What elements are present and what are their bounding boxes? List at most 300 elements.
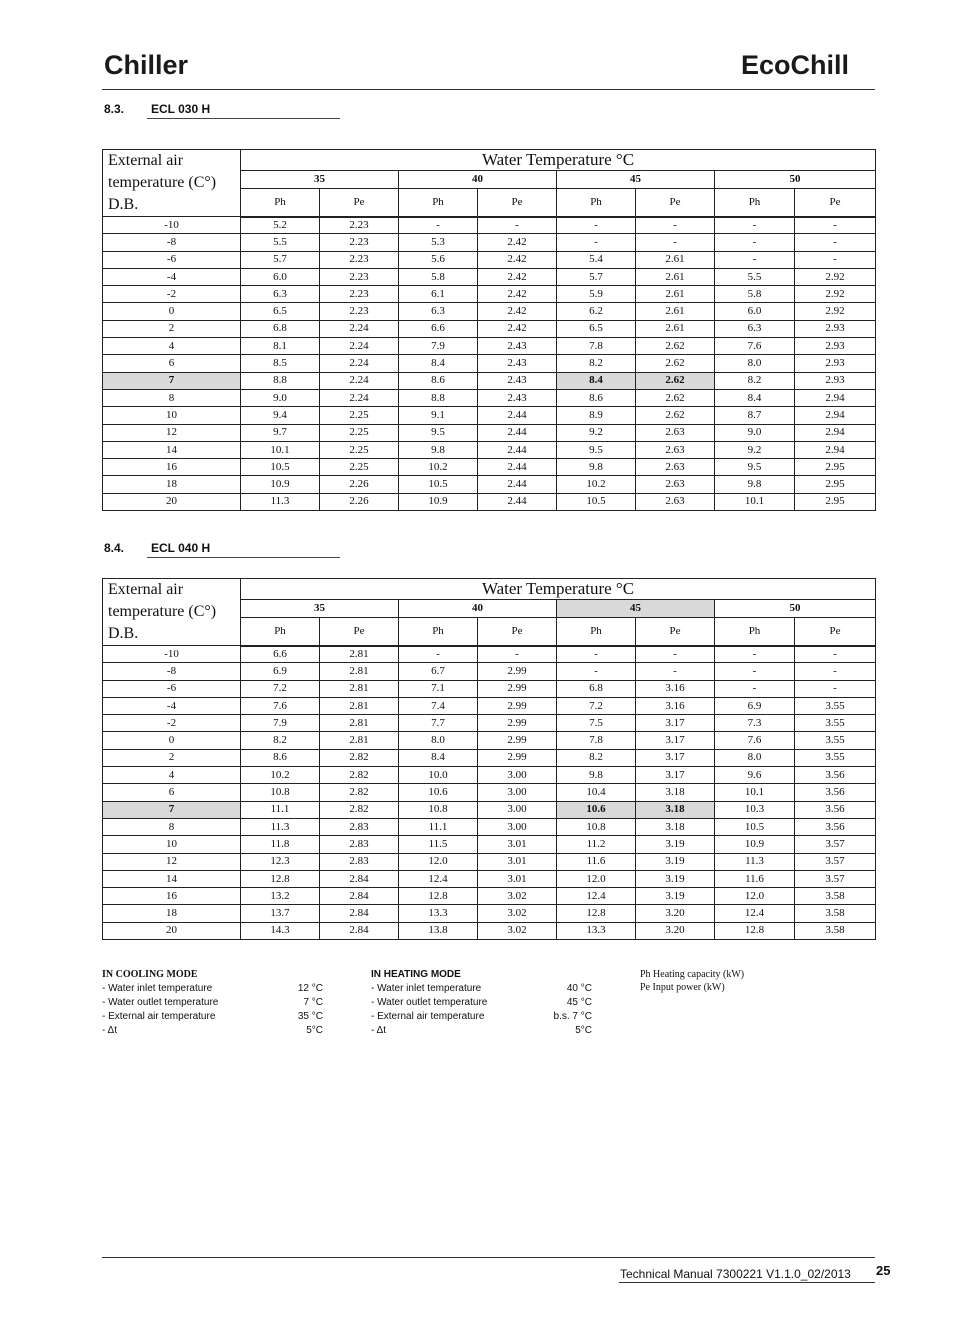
table-cell: 2.44	[478, 441, 557, 458]
input-power-header: Pe	[478, 188, 557, 216]
row-external-temp: 14	[103, 870, 241, 887]
table-cell: 3.58	[795, 888, 876, 905]
table-row	[103, 680, 876, 697]
table-cell: 3.17	[636, 767, 715, 784]
table-cell: 3.00	[478, 784, 557, 801]
performance-table-ecl040h	[102, 578, 876, 940]
table-cell: 6.3	[399, 303, 478, 320]
row-external-temp: 10	[103, 407, 241, 424]
table-cell: 2.25	[320, 459, 399, 476]
table-cell: 3.01	[478, 836, 557, 853]
external-air-header-line: D.B.	[108, 625, 139, 642]
table-cell: 10.3	[715, 801, 795, 818]
table-cell: 13.3	[557, 922, 636, 939]
table-cell: 2.95	[795, 493, 876, 510]
note-label: - Water outlet temperature	[102, 997, 219, 1008]
table-cell: 6.9	[715, 697, 795, 714]
table-cell: 8.4	[715, 389, 795, 406]
table-cell: 2.24	[320, 320, 399, 337]
table-cell: 3.18	[636, 801, 715, 818]
table-cell: 11.3	[241, 818, 320, 835]
table-cell: -	[636, 234, 715, 251]
table-cell: 8.7	[715, 407, 795, 424]
row-external-temp: 6	[103, 784, 241, 801]
water-temperature-header: Water Temperature °C	[241, 579, 876, 600]
note-row	[102, 996, 323, 1010]
table-cell: 2.24	[320, 355, 399, 372]
table-cell: -	[557, 646, 636, 663]
row-external-temp: 4	[103, 767, 241, 784]
table-cell: 11.6	[715, 870, 795, 887]
table-cell: 10.9	[399, 493, 478, 510]
table-cell: 2.93	[795, 338, 876, 355]
table-cell: 2.81	[320, 715, 399, 732]
table-cell: 12.8	[399, 888, 478, 905]
table-cell: 3.19	[636, 888, 715, 905]
table-cell: 5.4	[557, 251, 636, 268]
external-air-header-line: temperature (C°)	[108, 603, 217, 620]
table-cell: 7.2	[241, 680, 320, 697]
table-cell: 5.7	[557, 268, 636, 285]
water-temp-35: 35	[241, 170, 399, 188]
table-cell: 8.6	[399, 372, 478, 389]
table-cell: 11.6	[557, 853, 636, 870]
table-cell: 2.42	[478, 303, 557, 320]
table-cell: 2.23	[320, 303, 399, 320]
table-cell: 3.58	[795, 922, 876, 939]
row-external-temp: 12	[103, 424, 241, 441]
table-cell: 3.56	[795, 767, 876, 784]
table-cell: 6.0	[715, 303, 795, 320]
heating-capacity-header: Ph	[715, 617, 795, 645]
external-air-header-line: temperature (C°)	[108, 174, 217, 191]
table-cell: -	[636, 663, 715, 680]
table-cell: 9.5	[715, 459, 795, 476]
table-cell: 2.44	[478, 493, 557, 510]
row-external-temp: 12	[103, 853, 241, 870]
table-cell: 12.4	[399, 870, 478, 887]
table-cell: 2.62	[636, 338, 715, 355]
table-cell: 2.42	[478, 251, 557, 268]
table-cell: 7.9	[241, 715, 320, 732]
table-cell: 2.63	[636, 424, 715, 441]
row-external-temp: 16	[103, 888, 241, 905]
table-cell: 8.4	[557, 372, 636, 389]
table-cell: -	[557, 234, 636, 251]
header-chiller: Chiller	[104, 50, 189, 80]
heating-capacity-header: Ph	[557, 188, 636, 216]
table-cell: -	[795, 680, 876, 697]
table-cell: 2.26	[320, 493, 399, 510]
table-cell: 9.8	[715, 476, 795, 493]
external-air-header-line: External air	[108, 152, 184, 169]
table-cell: 3.56	[795, 784, 876, 801]
table-cell: 8.0	[715, 749, 795, 766]
heating-capacity-header: Ph	[399, 188, 478, 216]
table-cell: 3.02	[478, 922, 557, 939]
table-cell: 11.3	[715, 853, 795, 870]
table-row	[103, 286, 876, 303]
water-temp-40: 40	[399, 599, 557, 617]
input-power-header: Pe	[795, 617, 876, 645]
table-cell: 2.99	[478, 663, 557, 680]
table-cell: 3.02	[478, 888, 557, 905]
table-cell: 3.55	[795, 697, 876, 714]
table-cell: 11.1	[241, 801, 320, 818]
table-cell: 2.42	[478, 286, 557, 303]
input-power-header: Pe	[478, 617, 557, 645]
table-row	[103, 424, 876, 441]
table-cell: 2.81	[320, 732, 399, 749]
table-cell: 2.99	[478, 697, 557, 714]
water-temp-40: 40	[399, 170, 557, 188]
table-cell: 12.0	[715, 888, 795, 905]
external-air-header-line: D.B.	[108, 196, 139, 213]
table-cell: 6.3	[241, 286, 320, 303]
table-cell: 8.5	[241, 355, 320, 372]
table-cell: 2.43	[478, 372, 557, 389]
table-cell: 2.25	[320, 424, 399, 441]
table-cell: 2.94	[795, 441, 876, 458]
table-row	[103, 715, 876, 732]
table-cell: 2.44	[478, 459, 557, 476]
note-label: - Water inlet temperature	[102, 983, 213, 994]
table-cell: 6.8	[557, 680, 636, 697]
table-cell: 3.00	[478, 801, 557, 818]
row-external-temp: -2	[103, 286, 241, 303]
table-cell: 3.19	[636, 853, 715, 870]
table-cell: 10.5	[241, 459, 320, 476]
table-cell: 2.81	[320, 663, 399, 680]
table-cell: 9.0	[715, 424, 795, 441]
table-cell: 2.92	[795, 286, 876, 303]
table-cell: 2.44	[478, 476, 557, 493]
table-cell: 2.23	[320, 286, 399, 303]
legend	[640, 968, 744, 994]
table-cell: 10.9	[715, 836, 795, 853]
footer-manual-ref: Technical Manual 7300221 V1.1.0_02/2013	[620, 1267, 851, 1281]
legend-pe: Pe Input power (kW)	[640, 982, 725, 993]
table-cell: 9.6	[715, 767, 795, 784]
table-cell: 2.94	[795, 424, 876, 441]
table-cell: 2.95	[795, 476, 876, 493]
table-cell: 7.9	[399, 338, 478, 355]
table-cell: 13.3	[399, 905, 478, 922]
row-external-temp: 18	[103, 476, 241, 493]
table-cell: 11.8	[241, 836, 320, 853]
table-cell: 6.7	[399, 663, 478, 680]
water-temperature-header: Water Temperature °C	[241, 150, 876, 171]
table-cell: 2.82	[320, 749, 399, 766]
table-cell: 3.55	[795, 749, 876, 766]
table-cell: 6.2	[557, 303, 636, 320]
table-cell: 10.5	[557, 493, 636, 510]
table-cell: 2.81	[320, 697, 399, 714]
table-cell: 2.83	[320, 818, 399, 835]
table-cell: 2.43	[478, 338, 557, 355]
table-cell: 8.2	[557, 355, 636, 372]
table-cell: 12.8	[557, 905, 636, 922]
table-cell: 2.62	[636, 355, 715, 372]
row-external-temp: 7	[103, 372, 241, 389]
table-cell: 2.94	[795, 389, 876, 406]
note-value: 5°C	[575, 1025, 592, 1036]
table-cell: 5.9	[557, 286, 636, 303]
heating-capacity-header: Ph	[241, 617, 320, 645]
table-cell: 2.25	[320, 441, 399, 458]
table-cell: -	[478, 217, 557, 234]
table-cell: -	[795, 646, 876, 663]
table-cell: 7.8	[557, 338, 636, 355]
table-cell: 2.93	[795, 320, 876, 337]
table-row	[103, 303, 876, 320]
note-row	[371, 1010, 592, 1024]
table-cell: 2.25	[320, 407, 399, 424]
table-cell: 3.56	[795, 818, 876, 835]
table-row	[103, 767, 876, 784]
table-row	[103, 922, 876, 939]
table-cell: 9.8	[399, 441, 478, 458]
table-cell: 9.0	[241, 389, 320, 406]
note-value: 7 °C	[303, 997, 323, 1008]
row-external-temp: -8	[103, 663, 241, 680]
footer-underline	[619, 1282, 875, 1283]
note-row	[102, 1024, 323, 1038]
table-cell: 2.61	[636, 320, 715, 337]
table-cell: 11.3	[241, 493, 320, 510]
table-row	[103, 407, 876, 424]
table-cell: 8.9	[557, 407, 636, 424]
table-row	[103, 663, 876, 680]
table-cell: 2.93	[795, 355, 876, 372]
table-cell: 10.9	[241, 476, 320, 493]
table-cell: 2.42	[478, 268, 557, 285]
table-cell: 12.0	[557, 870, 636, 887]
table-cell: 2.61	[636, 251, 715, 268]
table-cell: 2.82	[320, 801, 399, 818]
table-cell: -	[795, 217, 876, 234]
table-cell: 3.57	[795, 836, 876, 853]
table-row	[103, 234, 876, 251]
table-cell: 2.44	[478, 424, 557, 441]
water-temp-45: 45	[557, 599, 715, 617]
table-cell: 10.1	[715, 493, 795, 510]
heating-capacity-header: Ph	[399, 617, 478, 645]
header-ecochill: EcoChill	[740, 50, 849, 80]
table-row	[103, 476, 876, 493]
heating-capacity-header: Ph	[241, 188, 320, 216]
note-label: - Water inlet temperature	[371, 983, 482, 994]
table-cell: -	[715, 680, 795, 697]
performance-table-ecl030h	[102, 149, 876, 511]
table-cell: 2.61	[636, 303, 715, 320]
table-cell: 5.7	[241, 251, 320, 268]
table-cell: 2.63	[636, 476, 715, 493]
table-cell: 3.00	[478, 767, 557, 784]
table-cell: 6.1	[399, 286, 478, 303]
table-cell: -	[715, 251, 795, 268]
table-cell: 10.5	[399, 476, 478, 493]
note-label: - Water outlet temperature	[371, 997, 488, 1008]
table-cell: 7.8	[557, 732, 636, 749]
table-cell: 2.62	[636, 407, 715, 424]
table-cell: 3.56	[795, 801, 876, 818]
table-row	[103, 818, 876, 835]
table-cell: 5.5	[715, 268, 795, 285]
table-cell: 7.6	[241, 697, 320, 714]
table-cell: 3.16	[636, 697, 715, 714]
note-label: - Δt	[371, 1025, 387, 1036]
table-row	[103, 784, 876, 801]
cooling-mode-notes	[102, 968, 323, 1038]
table-row	[103, 697, 876, 714]
page-number: 25	[876, 1263, 891, 1278]
table-cell: 12.4	[557, 888, 636, 905]
table-cell: 8.0	[715, 355, 795, 372]
table-row	[103, 732, 876, 749]
table-cell: 8.2	[241, 732, 320, 749]
table-cell: 5.3	[399, 234, 478, 251]
table-cell: -	[636, 217, 715, 234]
row-external-temp: -10	[103, 646, 241, 663]
table-row	[103, 338, 876, 355]
table-cell: 2.81	[320, 680, 399, 697]
table-cell: 9.7	[241, 424, 320, 441]
input-power-header: Pe	[795, 188, 876, 216]
table-row	[103, 870, 876, 887]
table-cell: 10.0	[399, 767, 478, 784]
table-row	[103, 459, 876, 476]
row-external-temp: 0	[103, 732, 241, 749]
table-cell: 10.8	[557, 818, 636, 835]
table-cell: 3.01	[478, 870, 557, 887]
note-value: 35 °C	[297, 1011, 323, 1022]
table-cell: 7.6	[715, 338, 795, 355]
table-cell: 10.5	[715, 818, 795, 835]
table-cell: 2.82	[320, 767, 399, 784]
note-row	[102, 1010, 323, 1024]
row-external-temp: -6	[103, 251, 241, 268]
note-value: 40 °C	[566, 983, 592, 994]
table-cell: 3.17	[636, 732, 715, 749]
heating-capacity-header: Ph	[557, 617, 636, 645]
table-cell: -	[399, 217, 478, 234]
table-cell: 8.6	[557, 389, 636, 406]
row-external-temp: 6	[103, 355, 241, 372]
section-number: 8.4.	[104, 541, 125, 555]
table-cell: 9.8	[557, 767, 636, 784]
row-external-temp: 20	[103, 493, 241, 510]
table-cell: 9.4	[241, 407, 320, 424]
table-row	[103, 251, 876, 268]
table-cell: 12.3	[241, 853, 320, 870]
table-cell: 3.55	[795, 715, 876, 732]
table-cell: 2.84	[320, 888, 399, 905]
table-cell: 6.6	[241, 646, 320, 663]
table-cell: 13.7	[241, 905, 320, 922]
external-air-header-line: External air	[108, 581, 184, 598]
note-label: - Δt	[102, 1025, 118, 1036]
table-row	[103, 905, 876, 922]
table-cell: -	[636, 646, 715, 663]
table-cell: 2.62	[636, 389, 715, 406]
table-cell: 2.44	[478, 407, 557, 424]
note-row	[371, 996, 592, 1010]
table-cell: 8.4	[399, 355, 478, 372]
table-cell: 6.6	[399, 320, 478, 337]
table-cell: 3.16	[636, 680, 715, 697]
table-cell: 10.2	[399, 459, 478, 476]
table-cell: 2.42	[478, 234, 557, 251]
table-cell: 7.1	[399, 680, 478, 697]
table-cell: 6.5	[241, 303, 320, 320]
row-external-temp: 20	[103, 922, 241, 939]
note-row	[102, 982, 323, 996]
table-row	[103, 749, 876, 766]
table-cell: 2.81	[320, 646, 399, 663]
external-air-temperature-header	[103, 150, 241, 217]
table-cell: 2.95	[795, 459, 876, 476]
section-title-underline	[147, 118, 340, 119]
table-row	[103, 372, 876, 389]
table-row	[103, 853, 876, 870]
table-cell: 10.1	[241, 441, 320, 458]
row-external-temp: -4	[103, 697, 241, 714]
row-external-temp: -4	[103, 268, 241, 285]
input-power-header: Pe	[636, 188, 715, 216]
table-cell: 9.2	[715, 441, 795, 458]
table-cell: 2.42	[478, 320, 557, 337]
table-cell: 3.18	[636, 818, 715, 835]
table-row	[103, 646, 876, 663]
note-label: - External air temperature	[102, 1011, 216, 1022]
table-cell: 2.23	[320, 251, 399, 268]
table-row	[103, 355, 876, 372]
note-row	[371, 982, 592, 996]
row-external-temp: 7	[103, 801, 241, 818]
table-cell: 7.7	[399, 715, 478, 732]
table-row	[103, 389, 876, 406]
table-cell: 9.1	[399, 407, 478, 424]
row-external-temp: 8	[103, 818, 241, 835]
input-power-header: Pe	[636, 617, 715, 645]
table-cell: 2.83	[320, 836, 399, 853]
table-cell: 2.23	[320, 234, 399, 251]
table-cell: 2.84	[320, 870, 399, 887]
table-cell: 10.1	[715, 784, 795, 801]
row-external-temp: 2	[103, 320, 241, 337]
section-title: ECL 030 H	[151, 102, 211, 116]
table-cell: 2.93	[795, 372, 876, 389]
table-cell: 9.5	[557, 441, 636, 458]
table-cell: -	[399, 646, 478, 663]
note-value: b.s. 7 °C	[553, 1011, 592, 1022]
table-cell: 10.4	[557, 784, 636, 801]
water-temp-50: 50	[715, 599, 876, 617]
table-cell: 2.61	[636, 286, 715, 303]
footer-divider	[102, 1257, 875, 1258]
table-cell: -	[557, 217, 636, 234]
table-cell: 8.2	[557, 749, 636, 766]
table-cell: 2.43	[478, 389, 557, 406]
table-cell: 11.2	[557, 836, 636, 853]
water-temp-45: 45	[557, 170, 715, 188]
heating-mode-notes	[371, 968, 592, 1038]
table-row	[103, 888, 876, 905]
table-row	[103, 801, 876, 818]
table-cell: 2.61	[636, 268, 715, 285]
table-cell: 3.02	[478, 905, 557, 922]
